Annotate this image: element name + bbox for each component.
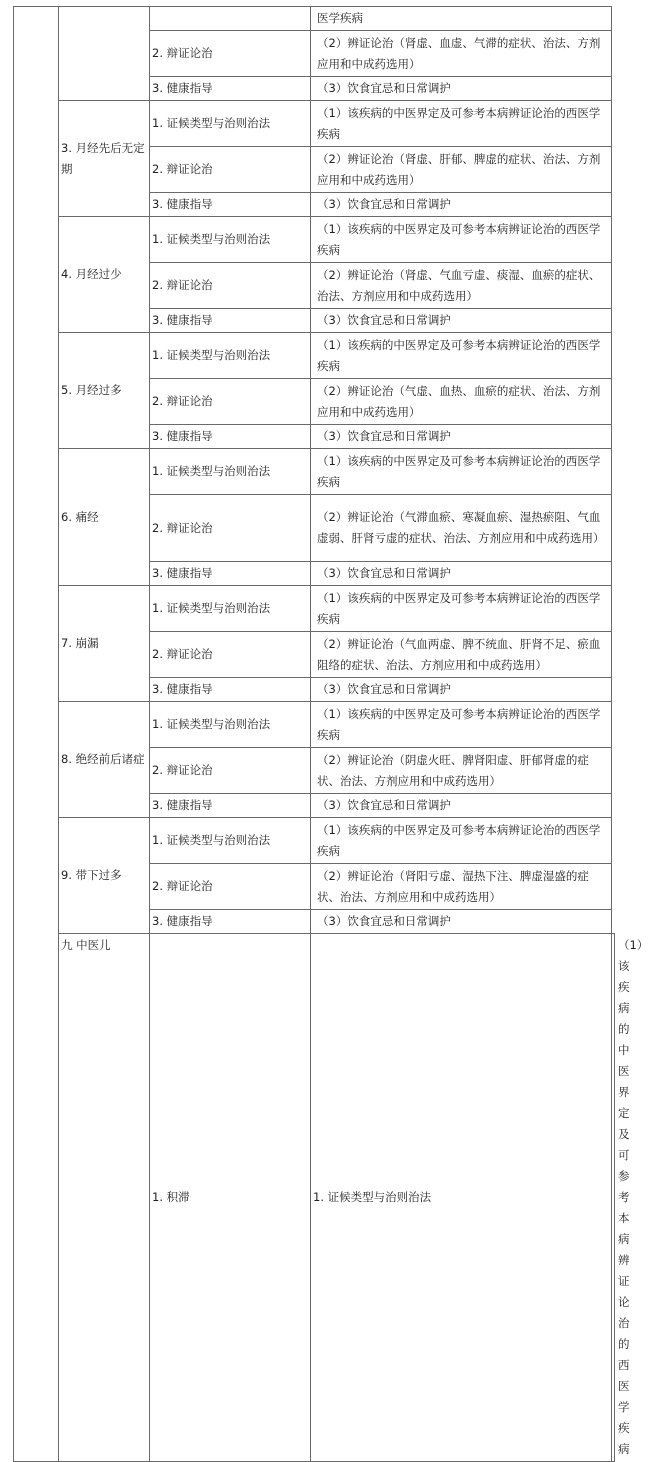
table-row <box>14 934 615 1462</box>
table-row <box>14 217 615 263</box>
subtopic-cell: 2. 辩证论治 <box>150 31 311 77</box>
requirement-cell: （1）该疾病的中医界定及可参考本病辨证论治的西医学疾病 <box>311 217 612 263</box>
requirement-cell: （3）饮食宜忌和日常调护 <box>311 794 612 818</box>
subtopic-cell: 2. 辩证论治 <box>150 632 311 678</box>
requirement-cell: 医学疾病 <box>311 7 612 31</box>
requirement-cell: （3）饮食宜忌和日常调护 <box>311 910 612 934</box>
table-row <box>14 449 615 495</box>
subtopic-cell: 2. 辩证论治 <box>150 864 311 910</box>
disease-cell: 3. 月经先后无定期 <box>59 101 150 217</box>
requirement-cell: （1）该疾病的中医界定及可参考本病辨证论治的西医学疾病 <box>311 586 612 632</box>
requirement-cell: （1）该疾病的中医界定及可参考本病辨证论治的西医学疾病 <box>311 101 612 147</box>
requirement-cell: （2）辨证论治（气血两虚、脾不统血、肝肾不足、瘀血阻络的症状、治法、方剂应用和中成药选用） <box>311 632 612 678</box>
requirement-cell: （2）辨证论治（气滞血瘀、寒凝血瘀、湿热瘀阻、气血虚弱、肝肾亏虚的症状、治法、方剂应用和中成药选用） <box>311 495 612 562</box>
subtopic-cell: 3. 健康指导 <box>150 794 311 818</box>
disease-cell: 5. 月经过多 <box>59 333 150 449</box>
subtopic-cell: 1. 证候类型与治则治法 <box>311 934 612 1462</box>
requirement-cell: （3）饮食宜忌和日常调护 <box>311 193 612 217</box>
requirement-cell: （2）辨证论治（肾虚、肝郁、脾虚的症状、治法、方剂应用和中成药选用） <box>311 147 612 193</box>
subtopic-cell: 1. 证候类型与治则治法 <box>150 101 311 147</box>
requirement-cell: （2）辨证论治（阴虚火旺、脾肾阳虚、肝郁肾虚的症状、治法、方剂应用和中成药选用） <box>311 748 612 794</box>
requirement-cell: （3）饮食宜忌和日常调护 <box>311 77 612 101</box>
disease-cell <box>59 7 150 101</box>
table-row <box>14 702 615 748</box>
subtopic-cell: 2. 辩证论治 <box>150 147 311 193</box>
subtopic-cell: 3. 健康指导 <box>150 309 311 333</box>
disease-cell: 4. 月经过少 <box>59 217 150 333</box>
requirement-cell: （3）饮食宜忌和日常调护 <box>311 678 612 702</box>
requirement-cell: （1）该疾病的中医界定及可参考本病辨证论治的西医学疾病 <box>612 934 615 1462</box>
subtopic-cell: 3. 健康指导 <box>150 910 311 934</box>
disease-cell: 6. 痛经 <box>59 449 150 586</box>
subtopic-cell <box>150 7 311 31</box>
disease-cell: 7. 崩漏 <box>59 586 150 702</box>
subtopic-cell: 2. 辩证论治 <box>150 748 311 794</box>
table-row <box>14 7 615 31</box>
subtopic-cell: 3. 健康指导 <box>150 425 311 449</box>
requirement-cell: （3）饮食宜忌和日常调护 <box>311 309 612 333</box>
subtopic-cell: 1. 证候类型与治则治法 <box>150 333 311 379</box>
category-cell: 九 中医儿 <box>59 934 150 1462</box>
requirement-cell: （2）辨证论治（肾虚、气血亏虚、痰湿、血瘀的症状、治法、方剂应用和中成药选用） <box>311 263 612 309</box>
table-row <box>14 586 615 632</box>
subtopic-cell: 2. 辩证论治 <box>150 263 311 309</box>
disease-cell: 9. 带下过多 <box>59 818 150 934</box>
disease-cell: 1. 积滞 <box>150 934 311 1462</box>
syllabus-table <box>13 6 648 1462</box>
table-row <box>14 818 615 864</box>
subtopic-cell: 1. 证候类型与治则治法 <box>150 217 311 263</box>
table-row <box>14 101 615 147</box>
requirement-cell: （2）辨证论治（肾虚、血虚、气滞的症状、治法、方剂应用和中成药选用） <box>311 31 612 77</box>
table-row <box>14 333 615 379</box>
requirement-cell: （1）该疾病的中医界定及可参考本病辨证论治的西医学疾病 <box>311 702 612 748</box>
requirement-cell: （3）饮食宜忌和日常调护 <box>311 425 612 449</box>
subtopic-cell: 3. 健康指导 <box>150 193 311 217</box>
subtopic-cell: 1. 证候类型与治则治法 <box>150 586 311 632</box>
disease-cell: 8. 绝经前后诸症 <box>59 702 150 818</box>
subtopic-cell: 1. 证候类型与治则治法 <box>150 702 311 748</box>
subtopic-cell: 3. 健康指导 <box>150 678 311 702</box>
subtopic-cell: 3. 健康指导 <box>150 77 311 101</box>
subtopic-cell: 2. 辩证论治 <box>150 379 311 425</box>
requirement-cell: （1）该疾病的中医界定及可参考本病辨证论治的西医学疾病 <box>311 333 612 379</box>
requirement-cell: （2）辨证论治（气虚、血热、血瘀的症状、治法、方剂应用和中成药选用） <box>311 379 612 425</box>
subtopic-cell: 3. 健康指导 <box>150 562 311 586</box>
subtopic-cell: 1. 证候类型与治则治法 <box>150 818 311 864</box>
requirement-cell: （1）该疾病的中医界定及可参考本病辨证论治的西医学疾病 <box>311 818 612 864</box>
subtopic-cell: 1. 证候类型与治则治法 <box>150 449 311 495</box>
requirement-cell: （3）饮食宜忌和日常调护 <box>311 562 612 586</box>
category-cell <box>14 7 59 1462</box>
subtopic-cell: 2. 辩证论治 <box>150 495 311 562</box>
requirement-cell: （1）该疾病的中医界定及可参考本病辨证论治的西医学疾病 <box>311 449 612 495</box>
requirement-cell: （2）辨证论治（肾阳亏虚、湿热下注、脾虚湿盛的症状、治法、方剂应用和中成药选用） <box>311 864 612 910</box>
